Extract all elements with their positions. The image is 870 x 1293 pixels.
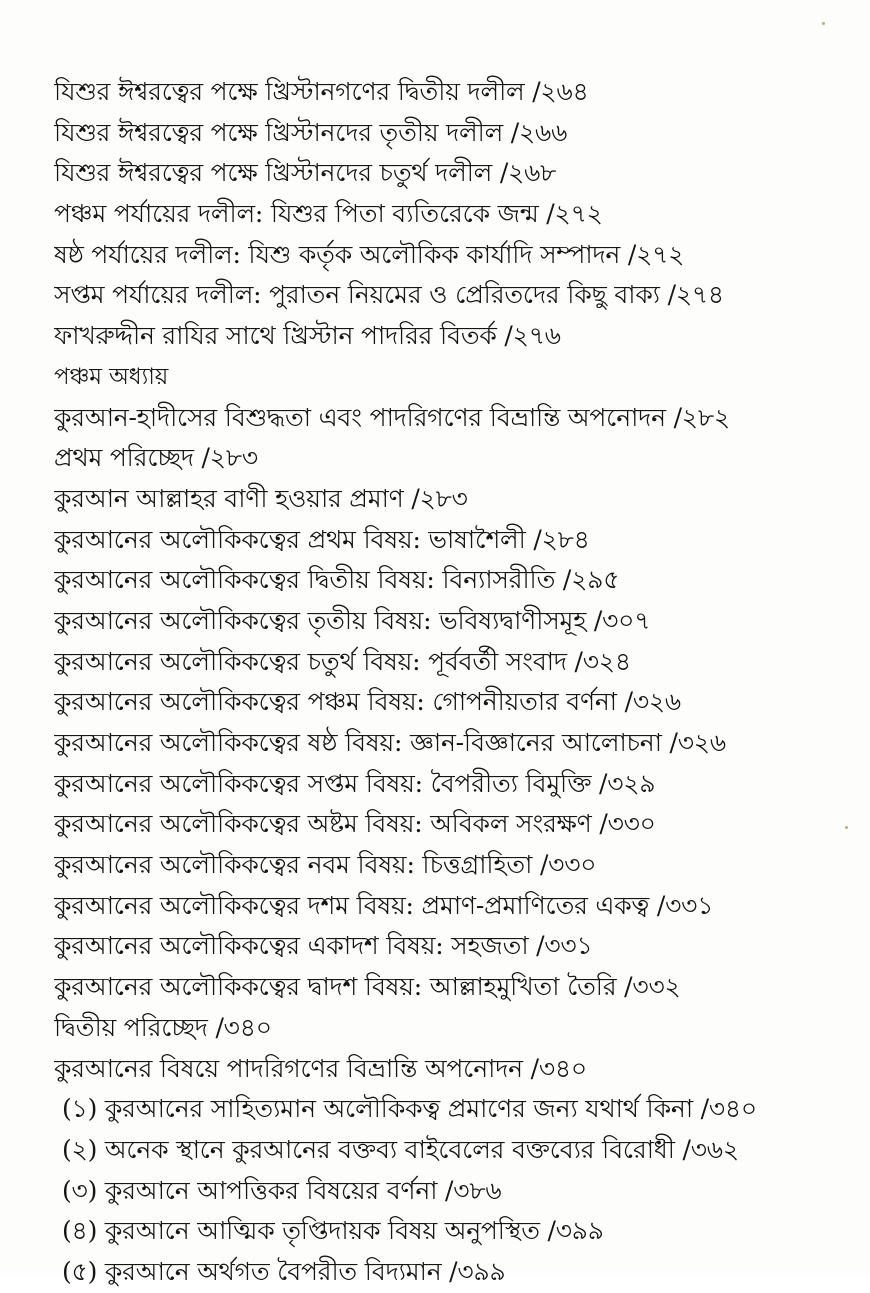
section-heading: প্রথম পরিচ্ছেদ /২৮৩ [54,443,258,473]
toc-entry: কুরআনের অলৌকিকত্বের অষ্টম বিষয়: অবিকল সংরক্ষণ /৩৩০ [54,809,656,839]
toc-entry: সপ্তম পর্যায়ের দলীল: পুরাতন নিয়মের ও প্রেরিতদের কিছু বাক্য /২৭৪ [54,280,724,310]
toc-entry: কুরআনের অলৌকিকত্বের চতুর্থ বিষয়: পূর্ববর্তী সংবাদ /৩২৪ [54,646,631,676]
toc-entry: কুরআন-হাদীসের বিশুদ্ধতা এবং পাদরিগণের বিভ্রান্তি অপনোদন /২৮২ [54,402,730,432]
toc-entry: কুরআনের অলৌকিকত্বের তৃতীয় বিষয়: ভবিষ্যদ্বাণীসমূহ /৩০৭ [54,605,651,635]
toc-entry: কুরআনের অলৌকিকত্বের দশম বিষয়: প্রমাণ-প্রমাণিতের একত্ব /৩৩১ [54,890,714,920]
toc-entry: কুরআনের অলৌকিকত্বের প্রথম বিষয়: ভাষাশৈলী /২৮৪ [54,524,590,554]
toc-entry: কুরআনের অলৌকিকত্বের নবম বিষয়: চিত্তগ্রাহিতা /৩৩০ [54,850,597,880]
toc-entry: কুরআনের অলৌকিকত্বের সপ্তম বিষয়: বৈপরীত্য বিমুক্তি /৩২৯ [54,768,656,798]
toc-entry: যিশুর ঈশ্বরত্বের পক্ষে খ্রিস্টানদের তৃতীয় দলীল /২৬৬ [54,117,568,147]
toc-entry: কুরআন আল্লাহর বাণী হওয়ার প্রমাণ /২৮৩ [54,483,468,513]
toc-entry: যিশুর ঈশ্বরত্বের পক্ষে খ্রিস্টানগণের দ্বিতীয় দলীল /২৬৪ [54,77,589,106]
table-of-contents [54,72,854,1293]
toc-entry: কুরআনের অলৌকিকত্বের দ্বিতীয় বিষয়: বিন্যাসরীতি /২৯৫ [54,565,620,595]
toc-numbered-entry: (৪) কুরআনে আত্মিক তৃপ্তিদায়ক বিষয় অনুপস্থিত /৩৯৯ [62,1216,604,1246]
toc-entry: কুরআনের অলৌকিকত্বের ষষ্ঠ বিষয়: জ্ঞান-বিজ্ঞানের আলোচনা /৩২৬ [54,728,726,757]
toc-entry: কুরআনের অলৌকিকত্বের দ্বাদশ বিষয়: আল্লাহমুখিতা তৈরি /৩৩২ [54,972,681,1002]
toc-entry: কুরআনের অলৌকিকত্বের পঞ্চম বিষয়: গোপনীয়তার বর্ণনা /৩২৬ [54,687,681,717]
chapter-heading: পঞ্চম অধ্যায় [54,363,169,390]
toc-entry: কুরআনের অলৌকিকত্বের একাদশ বিষয়: সহজতা /৩৩১ [54,931,593,961]
toc-entry: ফাখরুদ্দীন রাযির সাথে খ্রিস্টান পাদরির বিতর্ক /২৭৬ [54,321,561,351]
toc-entry: কুরআনের বিষয়ে পাদরিগণের বিভ্রান্তি অপনোদন /৩৪০ [54,1053,587,1083]
toc-entry: যিশুর ঈশ্বরত্বের পক্ষে খ্রিস্টানদের চতুর্থ দলীল /২৬৮ [54,158,557,188]
toc-entry: ষষ্ঠ পর্যায়ের দলীল: যিশু কর্তৃক অলৌকিক কার্যাদি সম্পাদন /২৭২ [54,239,685,269]
toc-numbered-entry: (১) কুরআনের সাহিত্যমান অলৌকিকত্ব প্রমাণের জন্য যথার্থ কিনা /৩৪০ [62,1094,757,1124]
toc-numbered-entry: (৫) কুরআনে অর্থগত বৈপরীত বিদ্যমান /৩৯৯ [62,1256,506,1286]
toc-numbered-entry: (২) অনেক স্থানে কুরআনের বক্তব্য বাইবেলের বক্তব্যের বিরোধী /৩৬২ [62,1134,739,1164]
toc-numbered-entry: (৩) কুরআনে আপত্তিকর বিষয়ের বর্ণনা /৩৮৬ [62,1175,502,1205]
section-heading: দ্বিতীয় পরিচ্ছেদ /৩৪০ [54,1012,272,1042]
toc-entry: পঞ্চম পর্যায়ের দলীল: যিশুর পিতা ব্যতিরেকে জন্ম /২৭২ [54,199,603,229]
paper-speck [822,22,825,25]
